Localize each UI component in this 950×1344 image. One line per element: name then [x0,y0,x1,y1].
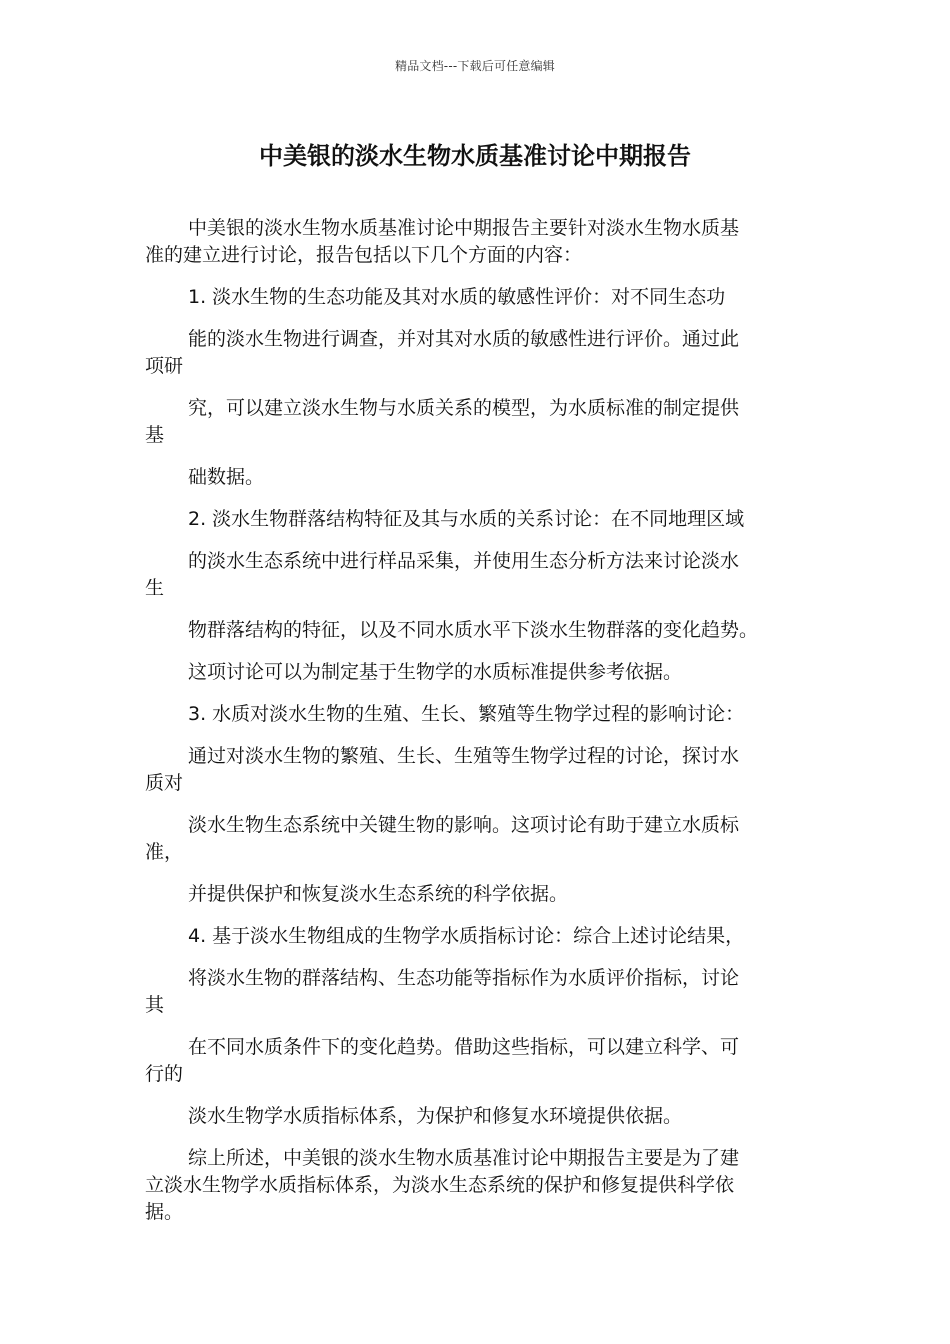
section-2-line-1: 2. 淡水生物群落结构特征及其与水质的关系讨论：在不同地理区域 [188,508,745,530]
section-3-line-2b: 质对 [145,772,184,794]
section-2-line-3: 物群落结构的特征，以及不同水质水平下淡水生物群落的变化趋势。 [188,619,759,641]
conclusion-line-2: 立淡水生物学水质指标体系，为淡水生态系统的保护和修复提供科学依 [145,1174,735,1196]
section-2-line-2b: 生 [145,577,165,599]
section-1-line-2a: 能的淡水生物进行调查，并对其对水质的敏感性进行评价。通过此 [188,328,740,350]
section-3-line-3a: 淡水生物生态系统中关键生物的影响。这项讨论有助于建立水质标 [188,814,740,836]
section-4-line-3b: 行的 [145,1063,184,1085]
section-3-line-1: 3. 水质对淡水生物的生殖、生长、繁殖等生物学过程的影响讨论： [188,703,745,725]
page-header: 精品文档---下载后可任意编辑 [395,59,555,73]
section-1-line-2b: 项研 [145,355,184,377]
conclusion-line-1: 综上所述，中美银的淡水生物水质基准讨论中期报告主要是为了建 [188,1147,740,1169]
intro-line-2: 准的建立进行讨论，报告包括以下几个方面的内容： [145,244,583,266]
section-3-line-4: 并提供保护和恢复淡水生态系统的科学依据。 [188,883,569,905]
section-4-line-1: 4. 基于淡水生物组成的生物学水质指标讨论：综合上述讨论结果， [188,925,745,947]
section-4-line-2a: 将淡水生物的群落结构、生态功能等指标作为水质评价指标，讨论 [188,967,740,989]
section-2-line-4: 这项讨论可以为制定基于生物学的水质标准提供参考依据。 [188,661,683,683]
section-3-line-2a: 通过对淡水生物的繁殖、生长、生殖等生物学过程的讨论，探讨水 [188,745,740,767]
section-2-line-2a: 的淡水生态系统中进行样品采集，并使用生态分析方法来讨论淡水 [188,550,740,572]
section-4-line-2b: 其 [145,994,165,1016]
intro-line-1: 中美银的淡水生物水质基准讨论中期报告主要针对淡水生物水质基 [188,217,740,239]
section-1-line-1: 1. 淡水生物的生态功能及其对水质的敏感性评价：对不同生态功 [188,286,726,308]
section-1-line-4: 础数据。 [188,466,265,488]
section-1-line-3a: 究，可以建立淡水生物与水质关系的模型，为水质标准的制定提供 [188,397,740,419]
section-4-line-4: 淡水生物学水质指标体系，为保护和修复水环境提供依据。 [188,1105,683,1127]
conclusion-line-3: 据。 [145,1201,184,1223]
document-title: 中美银的淡水生物水质基准讨论中期报告 [259,142,691,170]
section-3-line-3b: 准， [145,841,184,863]
section-4-line-3a: 在不同水质条件下的变化趋势。借助这些指标，可以建立科学、可 [188,1036,740,1058]
section-1-line-3b: 基 [145,424,165,446]
